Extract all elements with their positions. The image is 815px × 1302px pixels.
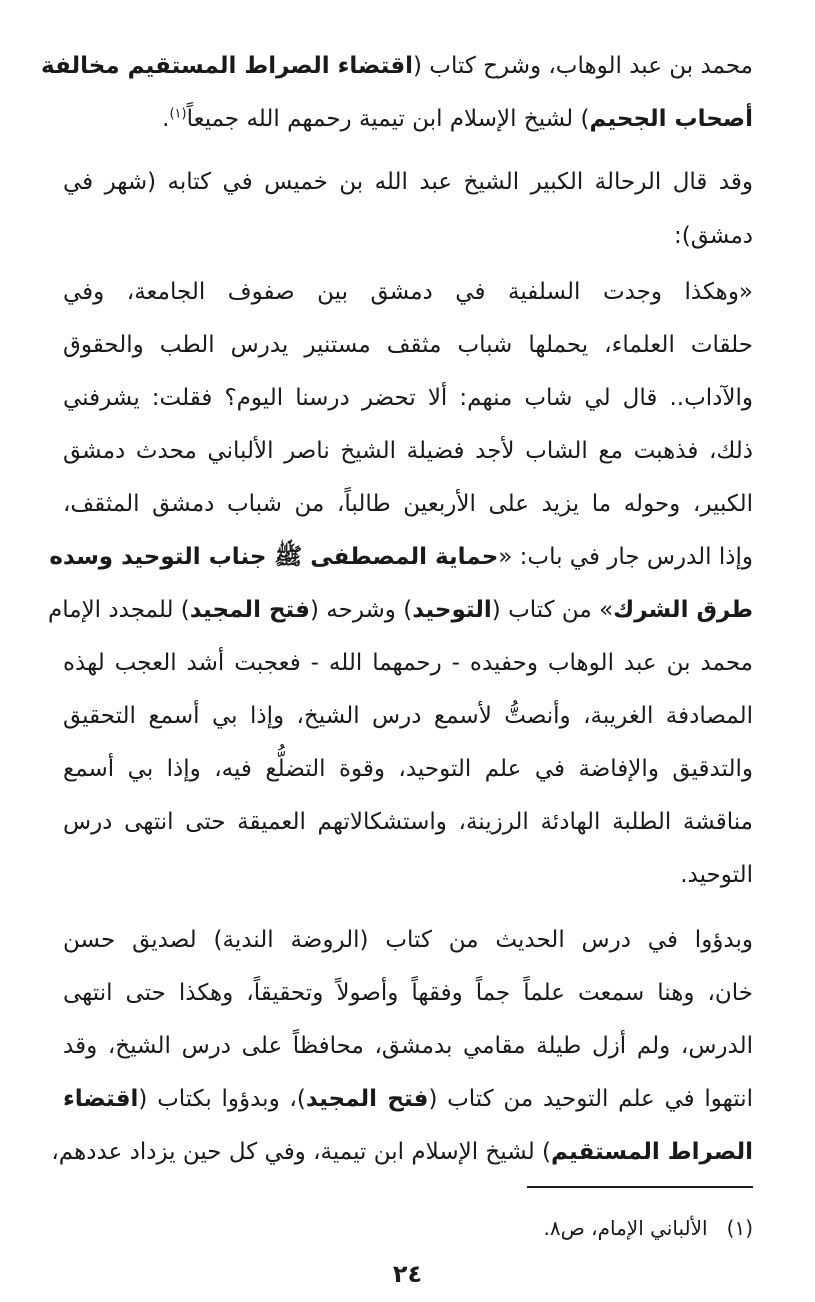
quote-line: ذلك، فذهبت مع الشاب لأجد فضيلة الشيخ ناصر الألباني محدث دمشق bbox=[63, 438, 753, 464]
quote-line: والتدقيق والإفاضة في علم التوحيد، وقوة التضلُّع فيه، وإذا بي أسمع bbox=[63, 756, 753, 782]
body-line: محمد بن عبد الوهاب، وشرح كتاب (اقتضاء الصراط المستقيم مخالفة bbox=[41, 53, 753, 79]
quote-line: التوحيد. bbox=[680, 862, 753, 888]
quote-line: حلقات العلماء، يحملها شباب مثقف مستنير يدرس الطب والحقوق bbox=[63, 332, 753, 358]
body-line: انتهوا في علم التوحيد من كتاب (فتح المجيد)، وبدؤوا بكتاب (اقتضاء bbox=[63, 1086, 753, 1112]
body-line: خان، وهنا سمعت علماً جماً وفقهاً وأصولاً وتحقيقاً، وهكذا حتى انتهى bbox=[63, 980, 753, 1006]
body-line: وبدؤوا في درس الحديث من كتاب (الروضة الندية) لصديق حسن bbox=[63, 927, 753, 953]
quote-line: محمد بن عبد الوهاب وحفيده - رحمهما الله - فعجبت أشد العجب لهذه bbox=[63, 650, 753, 676]
footnote-separator bbox=[527, 1186, 753, 1188]
quote-line: المصادفة الغريبة، وأنصتُّ لأسمع درس الشيخ، وإذا بي أسمع التحقيق bbox=[63, 703, 753, 729]
quote-line: طرق الشرك» من كتاب (التوحيد) وشرحه (فتح المجيد) للمجدد الإمام bbox=[48, 597, 753, 623]
footnote bbox=[544, 1210, 754, 1246]
quote-line: الكبير، وحوله ما يزيد على الأربعين طالباً، من شباب دمشق المثقف، bbox=[63, 491, 753, 517]
quote-line: مناقشة الطلبة الهادئة الرزينة، واستشكالاتهم العميقة حتى انتهى درس bbox=[63, 809, 753, 835]
footnote-text: الألباني الإمام، ص٨. bbox=[543, 1216, 708, 1240]
footnote-number: (١) bbox=[726, 1216, 753, 1240]
quote-line: والآداب.. قال لي شاب منهم: ألا تحضر درسنا اليوم؟ فقلت: يشرفني bbox=[63, 385, 753, 411]
body-line: وقد قال الرحالة الكبير الشيخ عبد الله بن خميس في كتابه (شهر في bbox=[63, 169, 753, 195]
page-number: ٢٤ bbox=[392, 1260, 423, 1288]
body-line: أصحاب الجحيم) لشيخ الإسلام ابن تيمية رحمهم الله جميعاً$^{(١)}$. bbox=[162, 106, 753, 132]
quote-line: «وهكذا وجدت السلفية في دمشق بين صفوف الجامعة، وفي bbox=[63, 279, 753, 305]
footnote-marker: (١) bbox=[169, 106, 187, 122]
body-line: دمشق): bbox=[674, 223, 753, 249]
body-line: الدرس، ولم أزل طيلة مقامي بدمشق، محافظاً على درس الشيخ، وقد bbox=[63, 1033, 753, 1059]
quote-line: وإذا الدرس جار في باب: «حماية المصطفى ﷺ جناب التوحيد وسده bbox=[49, 544, 753, 570]
body-line: الصراط المستقيم) لشيخ الإسلام ابن تيمية، وفي كل حين يزداد عددهم، bbox=[51, 1139, 753, 1165]
